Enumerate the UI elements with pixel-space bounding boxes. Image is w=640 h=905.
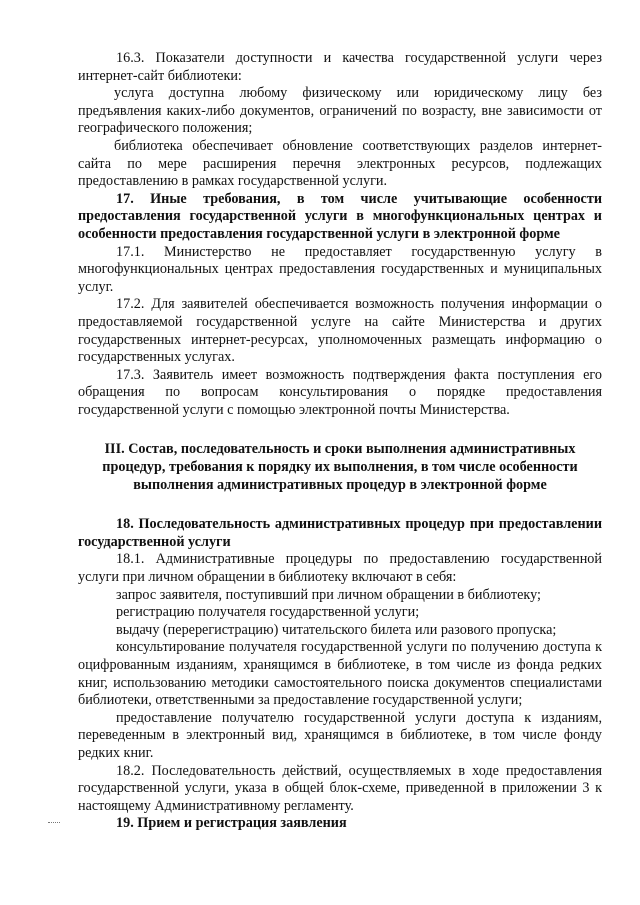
list-item: консультирование получателя государственной услуги по получению доступа к оцифрованным изданиям, хранящимся в библиотеке, в том числе из фонда редких книг, использованию методики самостоятельного поиска документов специалистами библиотеки, ответственными за предоставление государственной услуги; — [78, 639, 602, 709]
document-page — [78, 50, 602, 833]
list-item: выдачу (перерегистрацию) читательского билета или разового пропуска; — [116, 621, 557, 638]
margin-mark — [48, 822, 60, 823]
paragraph-16-3: 16.3. Показатели доступности и качества государственной услуги через интернет-сайт библиотеки: — [78, 50, 602, 84]
paragraph-16-3-item-1: услуга доступна любому физическому или юридическому лицу без предъявления каких-либо документов, ограничений по возрасту, вне зависимости от географического положения; — [78, 85, 602, 137]
heading-17: 17. Иные требования, в том числе учитывающие особенности предоставления государственной услуги в многофункциональных центрах и особенности предоставления государственной услуги в электронной форме — [78, 190, 602, 242]
list-item: регистрацию получателя государственной услуги; — [116, 604, 420, 621]
paragraph-17-1: 17.1. Министерство не предоставляет государственную услугу в многофункциональных центрах предоставления государственных и муниципальных услуг. — [78, 243, 602, 295]
paragraph-18-2: 18.2. Последовательность действий, осуществляемых в ходе предоставления государственной услуги, указа в общей блок-схеме, приведенной в приложении 3 к настоящему Административному регламенту. — [78, 762, 602, 814]
paragraph-17-2: 17.2. Для заявителей обеспечивается возможность получения информации о предоставляемой государственной услуге на сайте Министерства и других государственных интернет-ресурсах, уполномоченных размещать информацию о государственных услугах. — [78, 296, 602, 366]
paragraph-17-3: 17.3. Заявитель имеет возможность подтверждения факта поступления его обращения по вопросам консультирования о порядке предоставления государственной услуги с помощью электронной почты Министерства. — [78, 366, 602, 418]
list-item: запрос заявителя, поступивший при личном обращении в библиотеку; — [116, 586, 541, 603]
heading-18: 18. Последовательность административных процедур при предоставлении государственной услуги — [78, 516, 602, 550]
paragraph-16-3-item-2: библиотека обеспечивает обновление соответствующих разделов интернет-сайта по мере расширения перечня электронных ресурсов, подлежащих предоставлению в рамках государственной услуги. — [78, 137, 602, 190]
section-3-heading: III. Состав, последовательность и сроки выполнения административных процедур, требования к порядку их выполнения, в том числе особенности выполнения административных процедур в электронной форме — [102, 441, 578, 493]
list-item: предоставление получателю государственной услуги доступа к изданиям, переведенным в электронный вид, хранящимся в библиотеке, в том числе фонду редких книг. — [78, 709, 602, 761]
heading-19: 19. Прием и регистрация заявления — [116, 815, 347, 832]
paragraph-18-1: 18.1. Административные процедуры по предоставлению государственной услуги при личном обращении в библиотеку включают в себя: — [78, 551, 602, 586]
